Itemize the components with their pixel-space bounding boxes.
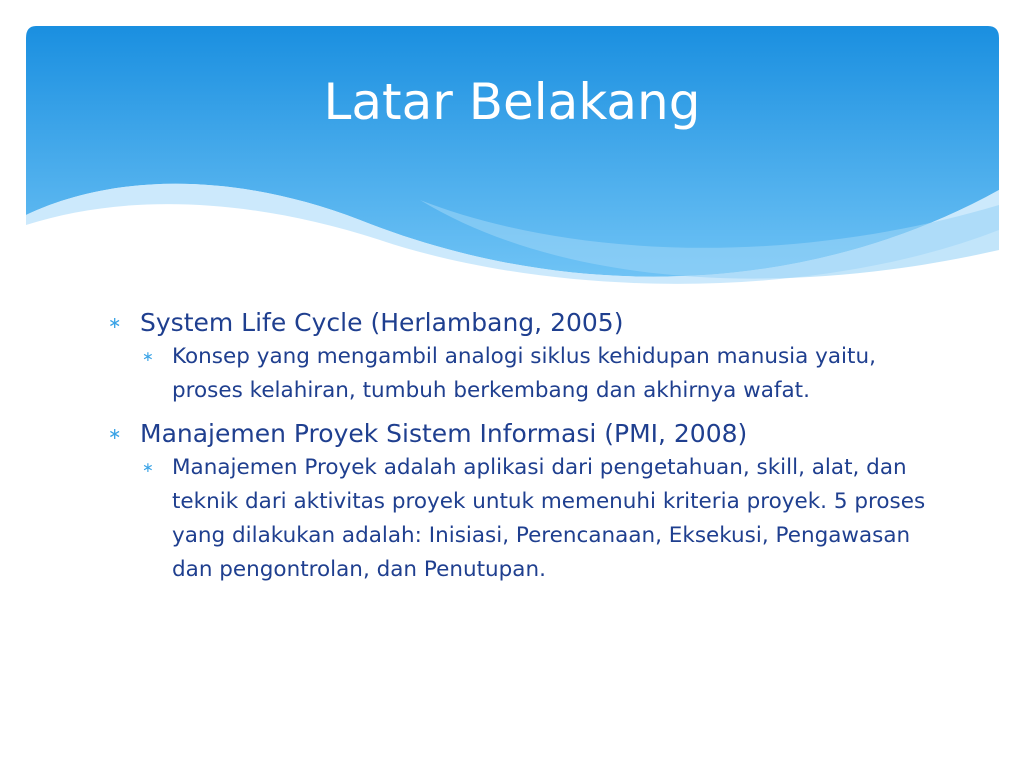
sub-bullet-item bbox=[108, 340, 928, 408]
bullet-item bbox=[108, 416, 928, 451]
sub-bullet-asterisk-icon: ∗ bbox=[142, 460, 154, 476]
sub-bullet-asterisk-icon: ∗ bbox=[142, 349, 154, 365]
bullet-asterisk-icon: ∗ bbox=[108, 313, 122, 332]
bullet-text: Manajemen Proyek Sistem Informasi (PMI, 2008) bbox=[140, 419, 748, 448]
bullet-text: System Life Cycle (Herlambang, 2005) bbox=[140, 308, 624, 337]
sub-bullet-text: Manajemen Proyek adalah aplikasi dari pengetahuan, skill, alat, dan teknik dari aktivitas proyek untuk memenuhi kriteria proyek. 5 proses yang dilakukan adalah: Inisiasi, Perencanaan, Eksekusi, Pengawasan dan pengontrolan, dan Penutupan. bbox=[172, 455, 926, 582]
sub-bullet-item bbox=[108, 451, 928, 587]
header-wave-graphic bbox=[0, 0, 1024, 300]
sub-bullet-text: Konsep yang mengambil analogi siklus kehidupan manusia yaitu, proses kelahiran, tumbuh berkembang dan akhirnya wafat. bbox=[172, 344, 876, 403]
bullet-list bbox=[108, 305, 928, 587]
slide-title: Latar Belakang bbox=[323, 73, 701, 131]
bullet-asterisk-icon: ∗ bbox=[108, 424, 122, 443]
bullet-item bbox=[108, 305, 928, 340]
